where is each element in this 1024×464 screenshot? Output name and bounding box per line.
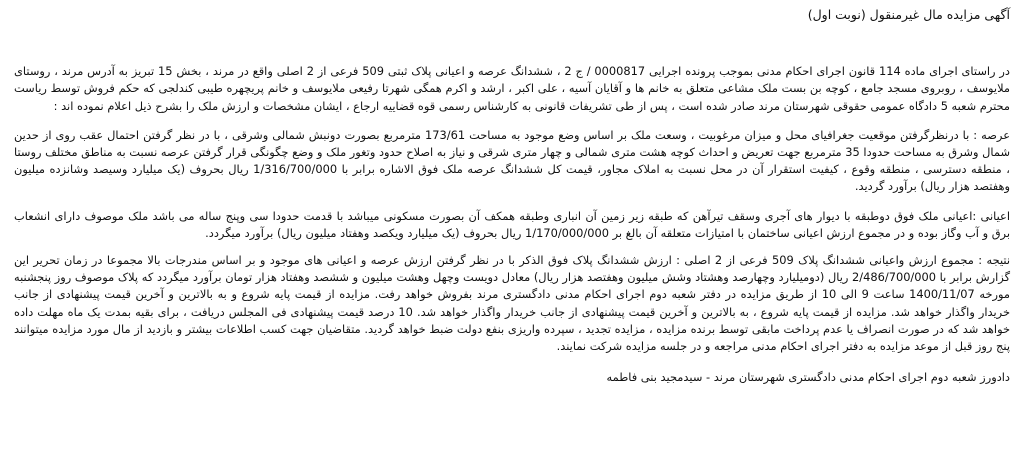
- auction-notice: [14, 6, 1010, 386]
- intro-paragraph: در راستای اجرای ماده 114 قانون اجرای احکام مدنی بموجب پرونده اجرایی 0000817 / ج 2 ، ششدانگ عرصه و اعیانی پلاک ثبتی 509 فرعی از 2 اصلی واقع در مرند ، بخش 15 تبریز به آدرس مرند ، روستای ملایوسف ، روبروی مسجد جامع ، کوچه بن بست ملک مشاعی متعلق به خانم ها و آقایان آسیه ، علی اکبر ، ارشد و اکرم همگی شهرتا رفیعی ملایوسف و خانم پریچهره طیبی کندلجی که حکم فروش توسط ریاست محترم شعبه 5 دادگاه عمومی حقوقی شهرستان مرند صادر شده است ، پس از طی تشریفات قانونی به کارشناس رسمی قوه قضاییه ارجاع ، ایشان مشخصات و ارزش ملک را بشرح ذیل اعلام نموده اند :: [14, 64, 1010, 113]
- signature-line: دادورز شعبه دوم اجرای احکام مدنی دادگستری شهرستان مرند - سیدمجید بنی فاطمه: [606, 370, 1010, 385]
- result-paragraph: نتیجه : مجموع ارزش واعیانی ششدانگ پلاک 509 فرعی از 2 اصلی : ارزش ششدانگ پلاک فوق الذکر با در نظر گرفتن ارزش عرصه و اعیانی های موجود و بر اساس مندرجات بالا مجموعا در زمان تحریر این گزارش برابر با 2/486/700/000 ریال (دومیلیارد وچهارصد وهشتاد وشش میلیون وهفتصد هزار ریال) معادل دویست وچهل وهشت میلیون و ششصد وهفتاد هزار تومان برآورد میگردد که پلاک موصوف روز پنجشنبه مورخه 1400/11/07 ساعت 9 الی 10 از طریق مزایده در دفتر شعبه دوم اجرای احکام مدنی دادگستری مرند بفروش خواهد رفت. مزایده از قیمت پایه شروع و به بالاترین و آخرین قیمت پیشنهادی از جانب خریدار واگذار خواهد شد. مزایده از قیمت پایه شروع ، به بالاترین و آخرین قیمت پیشنهادی از جانب خریدار واگذار خواهد شد. 10 درصد قیمت پیشنهادی فی المجلس دریافت ، برای بقیه بمدت یک ماه مهلت داده خواهد شد که در صورت انصراف یا عدم پرداخت مابقی توسط برنده مزایده ، مزایده تجدید ، سپرده واریزی بنفع دولت ضبط خواهد گردید. متقاضیان جهت کسب اطلاعات بیشتر و بازدید از مال مورد مزایده میتوانند پنج روز قبل از موعد مزایده به دفتر اجرای احکام مدنی مراجعه و در جلسه مزایده شرکت نمایند.: [14, 253, 1011, 354]
- notice-title: آگهی مزایده مال غیرمنقول (نوبت اول): [807, 7, 1010, 22]
- land-paragraph: عرصه : با درنظرگرفتن موقعیت جغرافیای محل و میزان مرغوبیت ، وسعت ملک بر اساس وضع موجود به مساحت 173/61 مترمربع بصورت دونبش شمالی وشرقی ، با در نظر گرفتن احتمال عقب روی از حدین شمال وشرق به مساحت حدودا 35 مترمربع جهت تعریض و احداث کوچه هشت متری شمالی و چهار متری شرقی و نیاز به اصلاح حدود وتغور ملک و وضع چگونگی قرار گرفتن عرصه نسبت به مناطق مختلف روستا ، منطقه دسترسی ، منطقه وقوع ، کیفیت استقرار آن در محل نسبت به املاک مجاور، قیمت کل ششدانگ عرصه ملک فوق الاشاره برابر با 1/316/700/000 ریال بحروف (یک میلیارد وسیصد وشانزده میلیون وهفتصد هزار ریال) برآورد گردید.: [14, 127, 1010, 194]
- building-paragraph: اعیانی :اعیانی ملک فوق دوطبقه با دیوار های آجری وسقف تیرآهن که طبقه زیر زمین آن انباری وطبقه همکف آن بصورت مسکونی میباشد با قدمت حدودا سی وپنج ساله می باشد ملک موصوف دارای انشعاب برق و آب وگاز بوده و در مجموع ارزش اعیانی ساختمان با امتیازات متعلقه آن بالغ بر 1/170/000/000 ریال بحروف (یک میلیارد ویکصد وهفتاد میلیون ریال) برآورد میگردد.: [14, 208, 1010, 240]
